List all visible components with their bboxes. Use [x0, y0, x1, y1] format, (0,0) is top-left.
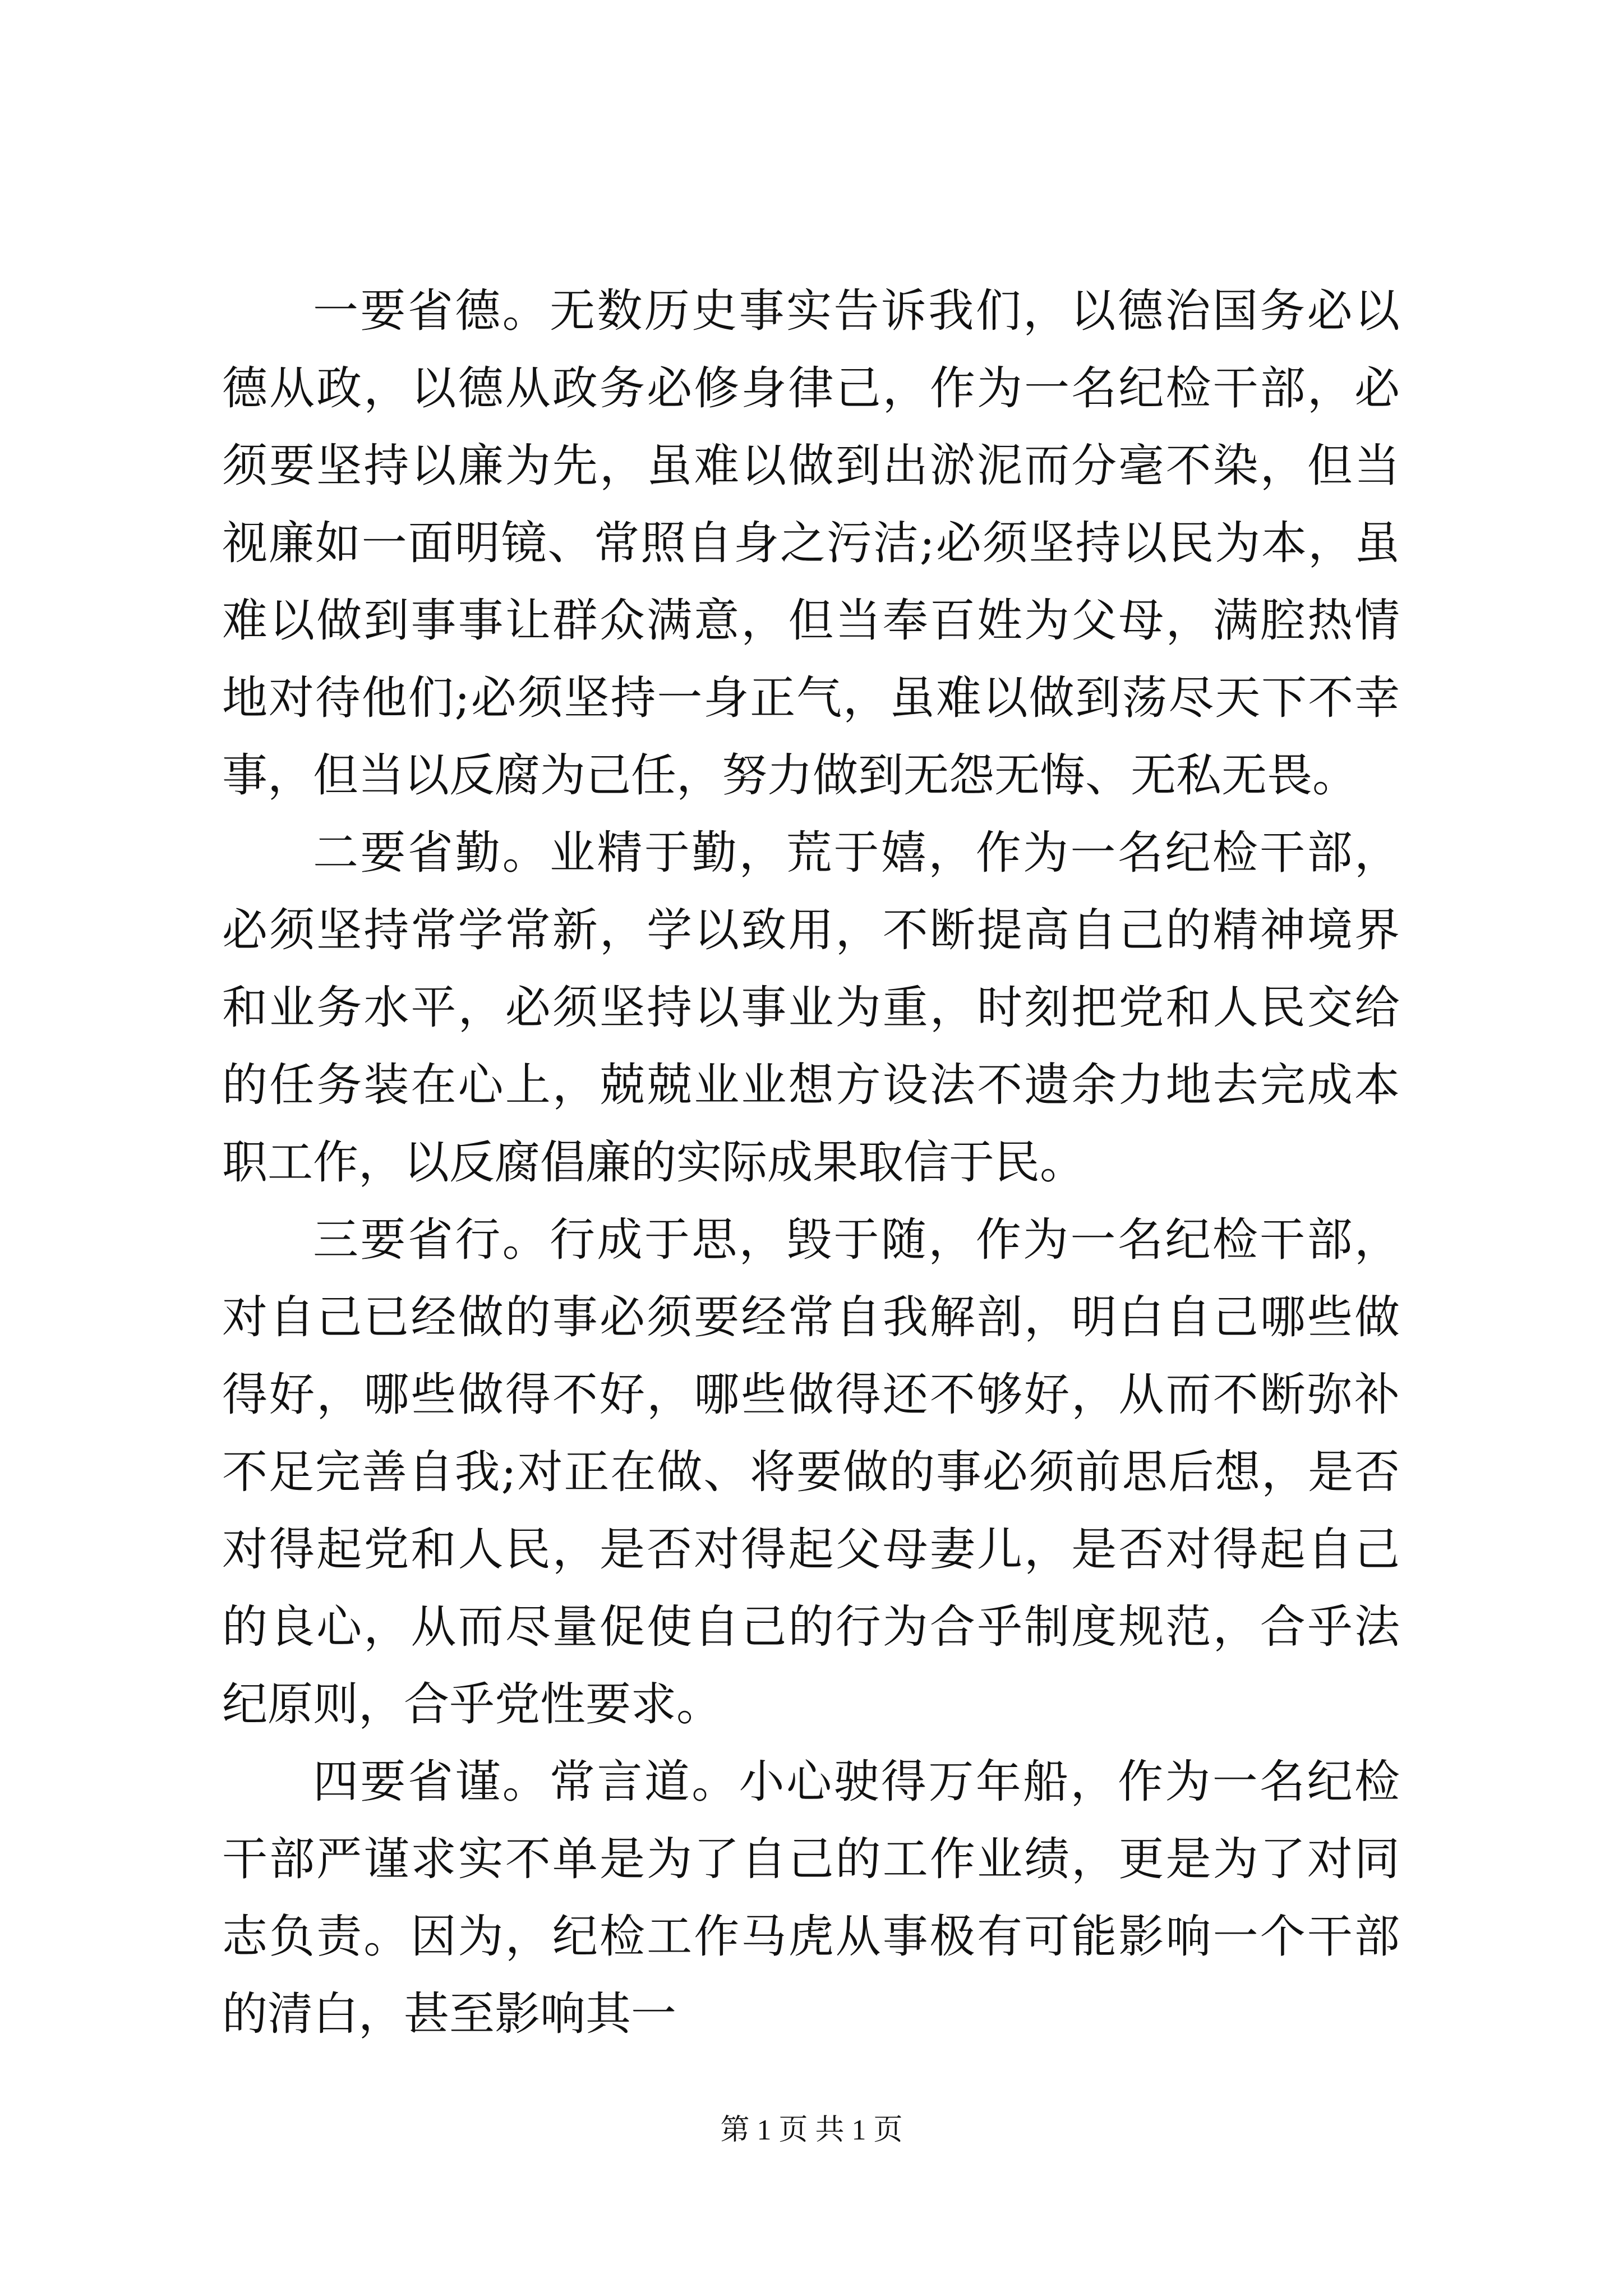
page-footer: 第 1 页 共 1 页 — [720, 2114, 903, 2146]
paragraph-shengxing: 三要省行。行成于思，毁于随，作为一名纪检干部，对自己已经做的事必须要经常自我解剖，明白自己哪些做得好，哪些做得不好，哪些做得还不够好，从而不断弥补不足完善自我;对正在做、将要做的事必须前思后想，是否对得起党和人民，是否对得起父母妻儿，是否对得起自己的良心，从而尽量促使自己的行为合乎制度规范，合乎法纪原则，合乎党性要求。 — [222, 1214, 1400, 1731]
paragraph-shengde: 一要省德。无数历史事实告诉我们，以德治国务必以德从政，以德从政务必修身律己，作为一名纪检干部，必须要坚持以廉为先，虽难以做到出淤泥而分毫不染，但当视廉如一面明镜、常照自身之污洁;必须坚持以民为本，虽难以做到事事让群众满意，但当奉百姓为父母，满腔热情地对待他们;必须坚持一身正气，虽难以做到荡尽天下不幸事，但当以反腐为己任，努力做到无怨无悔、无私无畏。 — [222, 285, 1400, 802]
document-body — [222, 273, 1400, 2053]
paragraph-shengqin: 二要省勤。业精于勤，荒于嬉，作为一名纪检干部，必须坚持常学常新，学以致用，不断提高自己的精神境界和业务水平，必须坚持以事业为重，时刻把党和人民交给的任务装在心上，兢兢业业想方设法不遗余力地去完成本职工作，以反腐倡廉的实际成果取信于民。 — [222, 827, 1400, 1189]
paragraph-shengjin: 四要省谨。常言道。小心驶得万年船，作为一名纪检干部严谨求实不单是为了自己的工作业绩，更是为了对同志负责。因为，纪检工作马虎从事极有可能影响一个干部的清白，甚至影响其一 — [222, 1756, 1400, 2041]
